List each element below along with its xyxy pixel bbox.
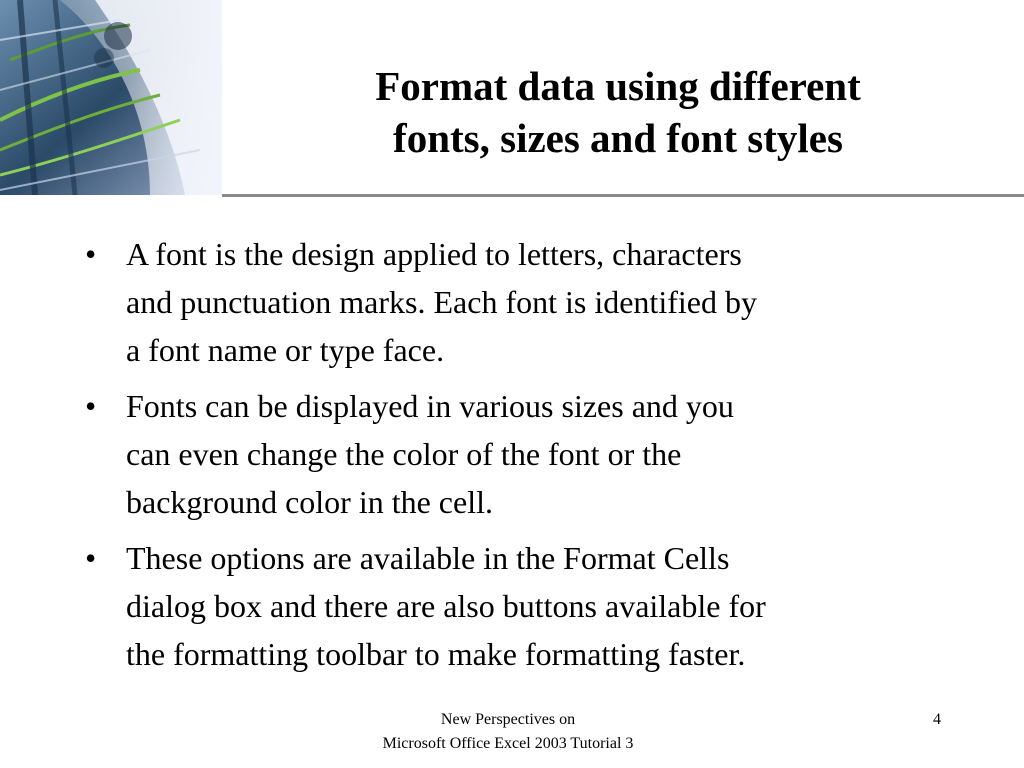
- architecture-photo-icon: [0, 0, 222, 195]
- title-divider: [222, 194, 1024, 197]
- bullet-marker: •: [85, 540, 97, 576]
- bullet-item: [85, 382, 945, 526]
- page-number: 4: [933, 711, 941, 728]
- bullet-line: background color in the cell.: [126, 484, 493, 520]
- bullet-line: a font name or type face.: [126, 332, 445, 368]
- bullet-line: These options are available in the Format Cells: [126, 540, 730, 576]
- bullet-line: dialog box and there are also buttons available for: [126, 588, 766, 624]
- bullet-line: A font is the design applied to letters, characters: [126, 236, 742, 272]
- bullet-line: the formatting toolbar to make formatting faster.: [126, 636, 746, 672]
- slide-title: [300, 60, 936, 164]
- bullet-marker: •: [85, 236, 97, 272]
- bullet-marker: •: [85, 388, 97, 424]
- bullet-item: [85, 534, 945, 678]
- footer-line: Microsoft Office Excel 2003 Tutorial 3: [382, 735, 634, 752]
- title-line: Format data using different: [375, 63, 861, 109]
- footer-text: [300, 708, 716, 756]
- bullet-item: [85, 230, 945, 374]
- bullet-list: [85, 230, 945, 686]
- bullet-line: and punctuation marks. Each font is identified by: [126, 284, 757, 320]
- bullet-line: can even change the color of the font or the: [126, 436, 682, 472]
- footer-line: New Perspectives on: [440, 711, 576, 728]
- title-line: fonts, sizes and font styles: [393, 115, 843, 161]
- bullet-line: Fonts can be displayed in various sizes and you: [126, 388, 734, 424]
